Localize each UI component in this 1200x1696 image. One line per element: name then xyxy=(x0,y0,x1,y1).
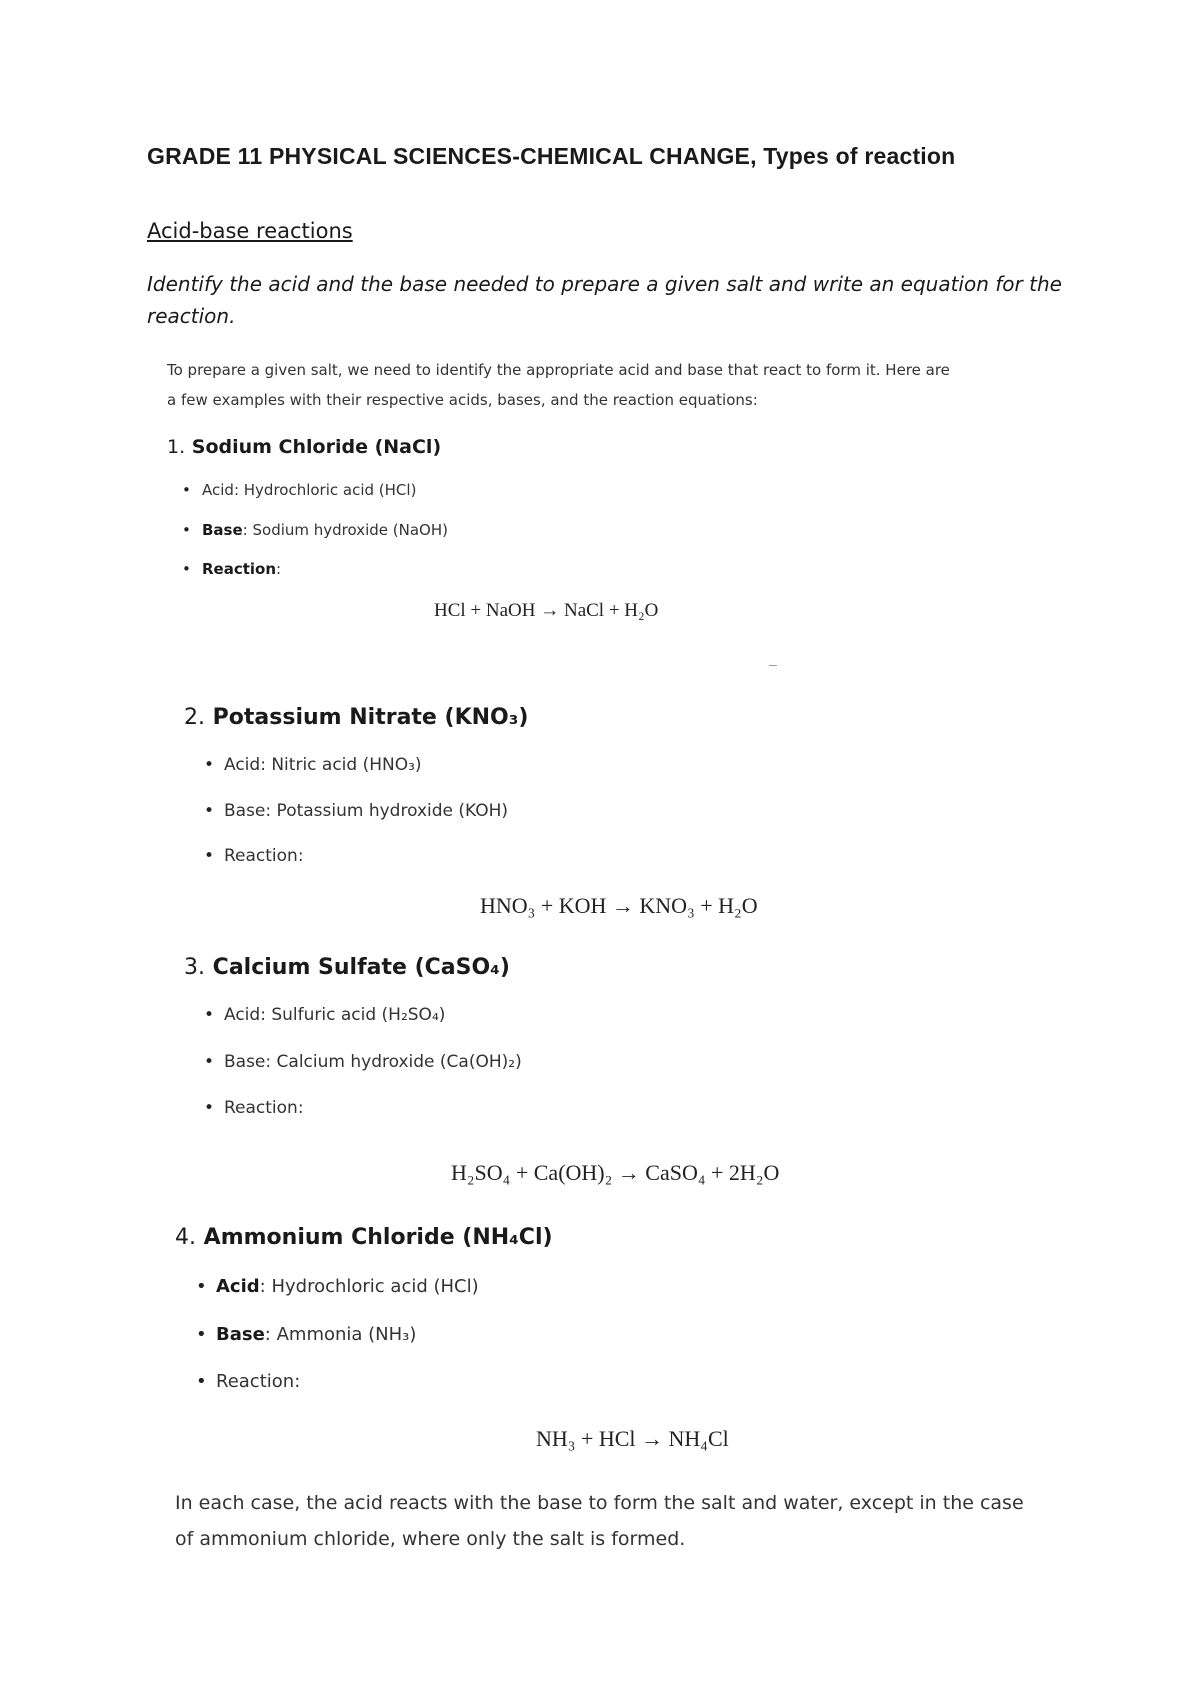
reaction-item: • Reaction: xyxy=(202,560,281,578)
salt-heading xyxy=(175,1225,553,1250)
reaction-item: • Reaction: xyxy=(224,846,304,866)
intro-paragraph: To prepare a given salt, we need to identify the appropriate acid and base that react to form it. Here are a few examples with their respective acids, bases, and the reaction equations: xyxy=(167,361,950,409)
salt-heading xyxy=(184,955,510,980)
reaction-label: Reaction xyxy=(224,846,298,866)
reaction-label: Reaction xyxy=(216,1371,295,1392)
salt-name: Calcium Sulfate (CaSO₄) xyxy=(212,955,510,980)
section-heading: Acid-base reactions xyxy=(147,219,353,243)
base-value: Sodium hydroxide (NaOH) xyxy=(252,521,448,539)
acid-value: Nitric acid (HNO₃) xyxy=(271,755,422,775)
acid-label: Acid xyxy=(202,481,234,499)
acid-item: • Acid: Hydrochloric acid (HCl) xyxy=(202,481,416,499)
acid-label: Acid xyxy=(224,755,261,775)
base-label: Base xyxy=(224,1052,266,1072)
reaction-equation: HCl + NaOH → NaCl + H₂O xyxy=(434,600,659,621)
acid-item: • Acid: Sulfuric acid (H₂SO₄) xyxy=(224,1005,445,1025)
base-item: • Base: Ammonia (NH₃) xyxy=(216,1324,416,1345)
document-title: GRADE 11 PHYSICAL SCIENCES-CHEMICAL CHANGE, Types of reaction xyxy=(147,143,956,169)
item-number: 4. xyxy=(175,1225,196,1250)
salt-heading xyxy=(184,705,528,730)
base-value: Potassium hydroxide (KOH) xyxy=(276,801,509,821)
reaction-item: • Reaction: xyxy=(216,1371,300,1392)
base-item: • Base: Potassium hydroxide (KOH) xyxy=(224,801,508,821)
base-label: Base xyxy=(224,801,266,821)
reaction-equation: NH₃ + HCl → NH₄Cl xyxy=(536,1426,729,1451)
reaction-equation: H₂SO₄ + Ca(OH)₂ → CaSO₄ + 2H₂O xyxy=(451,1160,780,1185)
acid-label: Acid xyxy=(216,1276,260,1297)
item-number: 2. xyxy=(184,705,205,730)
conclusion-paragraph: In each case, the acid reacts with the base to form the salt and water, except in the case of ammonium chloride, where only the salt is formed. xyxy=(175,1492,1024,1550)
acid-item: • Acid: Nitric acid (HNO₃) xyxy=(224,755,422,775)
acid-item: • Acid: Hydrochloric acid (HCl) xyxy=(216,1276,479,1297)
salt-heading xyxy=(167,436,441,458)
acid-label: Acid xyxy=(224,1005,261,1025)
acid-value: Hydrochloric acid (HCl) xyxy=(243,481,417,499)
reaction-equation: HNO₃ + KOH → KNO₃ + H₂O xyxy=(480,893,758,918)
base-label: Base xyxy=(202,521,243,539)
reaction-label: Reaction xyxy=(202,560,277,578)
instruction-text: Identify the acid and the base needed to prepare a given salt and write an equation for the reaction. xyxy=(147,272,1062,328)
base-label: Base xyxy=(216,1324,265,1345)
item-number: 1. xyxy=(167,436,186,458)
base-item: • Base: Calcium hydroxide (Ca(OH)₂) xyxy=(224,1052,522,1072)
salt-name: Ammonium Chloride (NH₄Cl) xyxy=(203,1225,553,1250)
base-value: Calcium hydroxide (Ca(OH)₂) xyxy=(276,1052,522,1072)
acid-value: Hydrochloric acid (HCl) xyxy=(271,1276,479,1297)
base-item: • Base: Sodium hydroxide (NaOH) xyxy=(202,521,448,539)
salt-name: Sodium Chloride (NaCl) xyxy=(191,436,442,458)
scan-mark xyxy=(769,665,777,666)
base-value: Ammonia (NH₃) xyxy=(276,1324,417,1345)
item-number: 3. xyxy=(184,955,205,980)
salt-name: Potassium Nitrate (KNO₃) xyxy=(212,705,529,730)
acid-value: Sulfuric acid (H₂SO₄) xyxy=(271,1005,446,1025)
reaction-label: Reaction xyxy=(224,1098,298,1118)
reaction-item: • Reaction: xyxy=(224,1098,304,1118)
